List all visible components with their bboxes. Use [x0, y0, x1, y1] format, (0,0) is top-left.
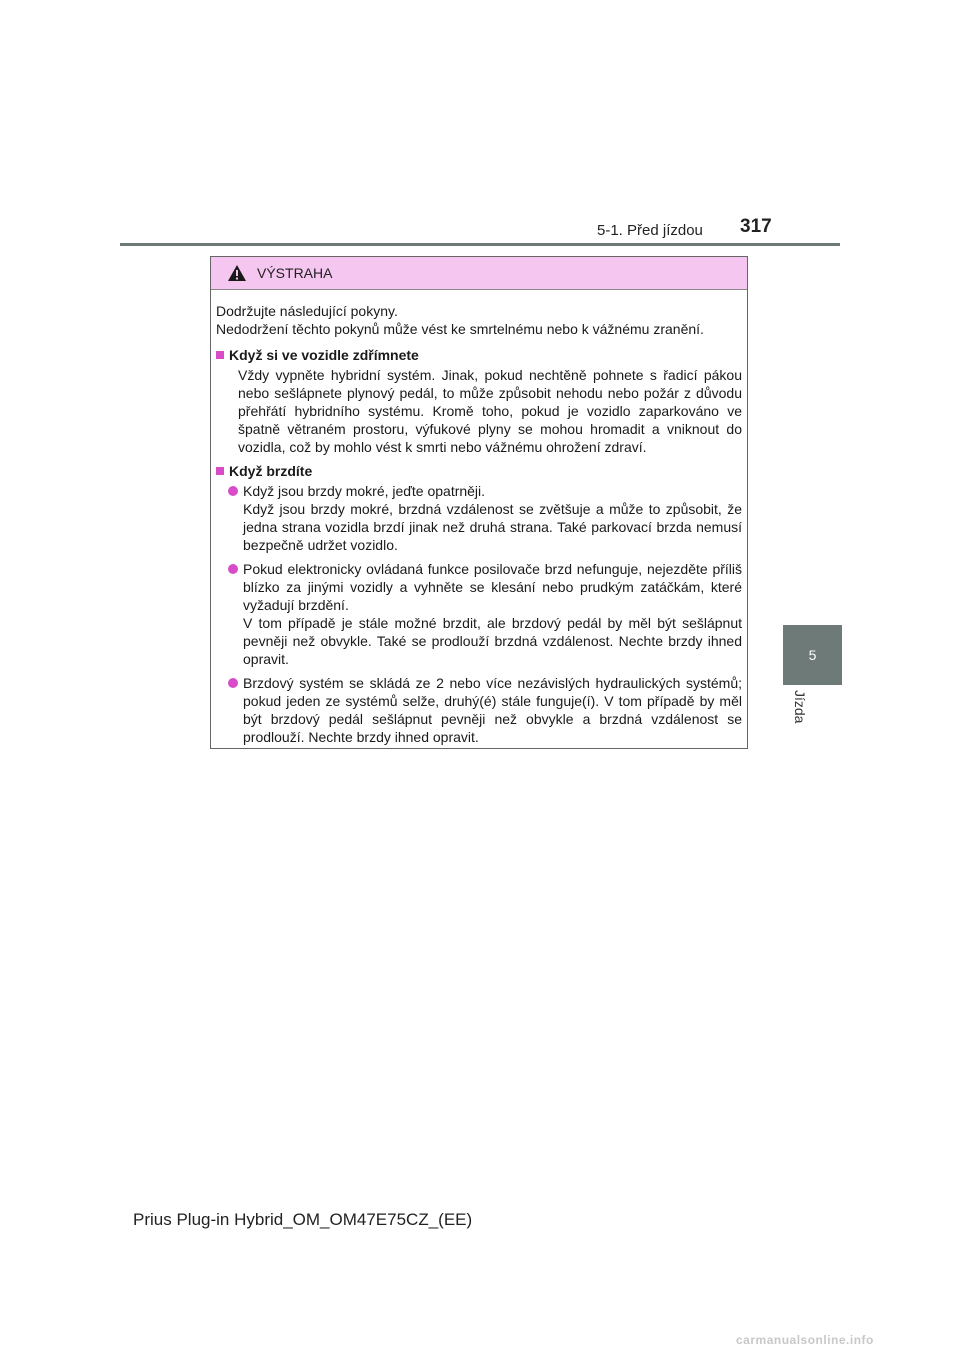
section-napping: [216, 346, 742, 456]
square-bullet-icon: [216, 351, 224, 359]
list-item-text: [243, 482, 742, 554]
chapter-number: 5: [808, 647, 817, 663]
warning-box: [210, 256, 748, 749]
section-title: [216, 462, 742, 480]
section-braking: [216, 462, 742, 746]
bullet-line: Pokud elektronicky ovládaná funkce posilovače brzd nefunguje, nejezděte příliš blízko za jinými vozidly a vyhněte se klesání nebo prudkým zatáčkám, které vyžadují brzdění.: [243, 561, 742, 613]
list-item-text: [243, 560, 742, 668]
circle-bullet-icon: [228, 678, 238, 688]
intro-line-1: Dodržujte následující pokyny.: [216, 303, 398, 319]
bullet-line: V tom případě je stále možné brzdit, ale brzdový pedál by měl být sešlápnut pevněji než obvykle. Také se prodlouží brzdná vzdálenost. Nechte brzdy ihned opravit.: [243, 615, 742, 667]
list-item: [228, 482, 742, 554]
bullet-line: Když jsou brzdy mokré, brzdná vzdálenost se zvětšuje a může to způsobit, že jedna strana vozidla brzdí jinak než druhá strana. Také parkovací brzda nemusí bezpečně udržet vozidlo.: [243, 501, 742, 553]
warning-body: [211, 290, 747, 746]
document-id: Prius Plug-in Hybrid_OM_OM47E75CZ_(EE): [133, 1210, 473, 1229]
section-title-text: Když brzdíte: [229, 463, 313, 479]
list-item: [228, 674, 742, 746]
list-item-text: [243, 674, 742, 746]
warning-triangle-icon: [227, 264, 247, 282]
chapter-label: Jízda: [792, 690, 808, 724]
circle-bullet-icon: [228, 486, 238, 496]
header-divider: [120, 243, 840, 246]
section-title: [216, 346, 742, 364]
page-number: 317: [740, 216, 772, 237]
watermark: carmanualsonline.info: [736, 1333, 874, 1347]
list-item: [228, 560, 742, 668]
intro-line-2: Nedodržení těchto pokynů může vést ke smrtelnému nebo k vážnému zranění.: [216, 321, 704, 337]
square-bullet-icon: [216, 467, 224, 475]
section-title-text: Když si ve vozidle zdřímnete: [229, 347, 419, 363]
circle-bullet-icon: [228, 564, 238, 574]
bullet-line: Brzdový systém se skládá ze 2 nebo více nezávislých hydraulických systémů; pokud jeden ze systémů selže, druhý(é) stále funguje(í). V tom případě by měl být brzdový pedál sešlápnut pevněji než obvykle a brzdná vzdálenost se prodlouží. Nechte brzdy ihned opravit.: [243, 675, 742, 745]
warning-title: VÝSTRAHA: [257, 265, 333, 281]
chapter-tab: [783, 625, 842, 685]
warning-intro: [216, 302, 742, 338]
section-heading: 5-1. Před jízdou: [597, 222, 703, 239]
bullet-line: Když jsou brzdy mokré, jeďte opatrněji.: [243, 483, 486, 499]
section-text: Vždy vypněte hybridní systém. Jinak, pokud nechtěně pohnete s řadicí pákou nebo sešlápnete plynový pedál, to může způsobit nehodu nebo požár z důvodu přehřátí hybridního systému. Kromě toho, pokud je vozidlo zaparkováno ve špatně větraném prostoru, výfukové plyny se mohou hromadit a vniknout do vozidla, což by mohlo vést k smrti nebo vážnému ohrožení zdraví.: [238, 367, 742, 455]
warning-header: [211, 257, 747, 290]
